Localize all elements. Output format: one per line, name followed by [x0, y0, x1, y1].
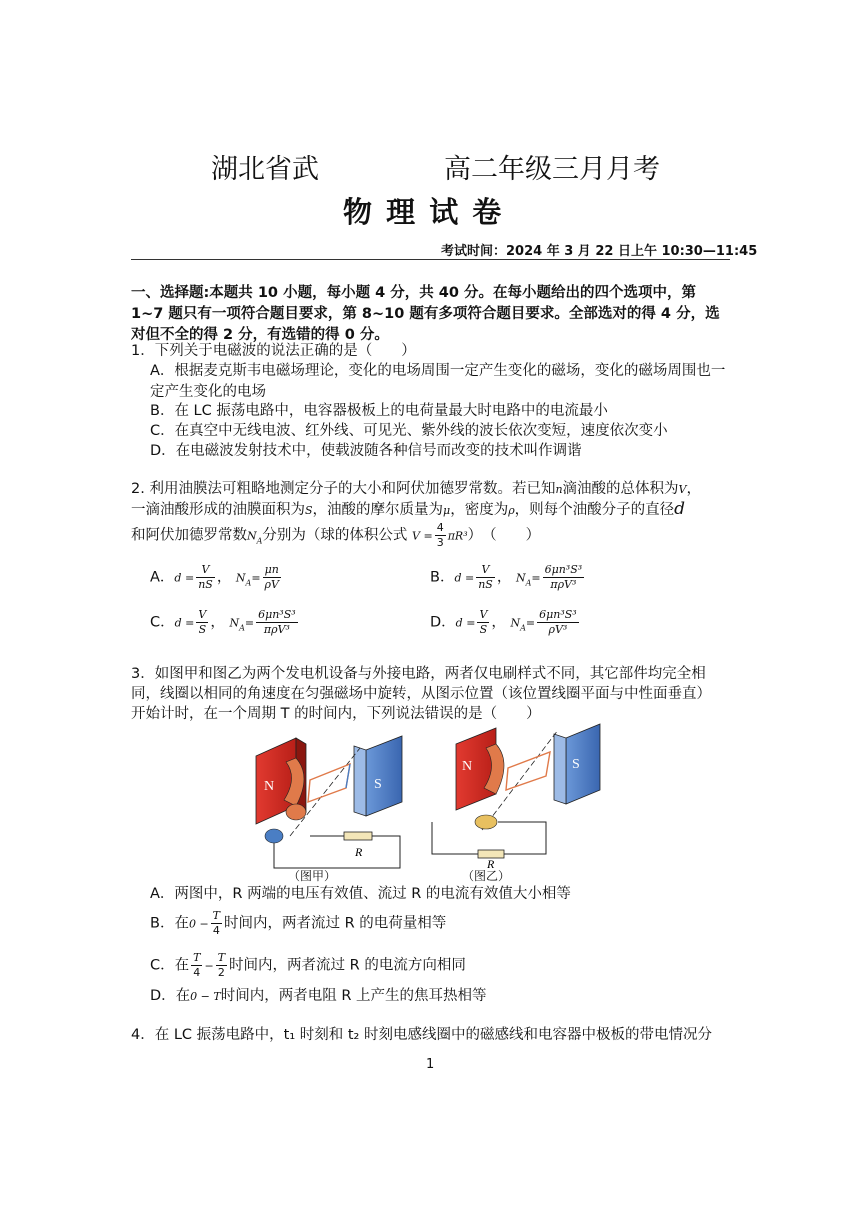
commutator	[475, 815, 497, 829]
q3-stem-3: 开始计时，在一个周期 T 的时间内，下列说法错误的是（ ）	[131, 706, 541, 722]
q3-option-d: D．在0 − T时间内，两者电阻 R 上产生的焦耳热相等	[150, 988, 487, 1004]
q3-option-a: A．两图中，R 两端的电压有效值、流过 R 的电流有效值大小相等	[150, 886, 571, 902]
q2-option-b: B．d = $\frac{V}{nS}$ ， $N_A=$ $\frac{\text{6μn³S³}}{\text{πρV³}}$	[430, 563, 583, 591]
n-pole-label-right: N	[462, 759, 473, 774]
q2-line2: 一滴油酸形成的油膜面积为S，油酸的摩尔质量为μ，密度为ρ，则每个油酸分子的直径d	[131, 499, 686, 519]
q3-stem-1: 3．如图甲和图乙为两个发电机设备与外接电路，两者仅电刷样式不同，其它部件均完全相	[131, 666, 706, 682]
q2-option-c: C．d = $\frac{V}{S}$ ， $N_A=$ $\frac{\text{6μn³S³}}{\text{πρV³}}$	[150, 608, 296, 636]
slip-ring	[286, 804, 306, 820]
s-pole-block	[366, 736, 402, 816]
q4-stem: 4．在 LC 振荡电路中，t₁ 时刻和 t₂ 时刻电感线圈中的磁感线和电容器中极板的带电情况分	[131, 1027, 712, 1043]
q1-stem: 1．下列关于电磁波的说法正确的是（ ）	[131, 343, 416, 359]
q3-option-c: C．在 $\frac{T}{4}$ − $\frac{T}{2}$ 时间内，两者流过 R 的电流方向相同	[150, 951, 466, 979]
resistor-label-left: R	[355, 845, 363, 859]
subject-title: 物 理 试 卷	[343, 195, 504, 229]
resistor-left	[344, 832, 372, 840]
exam-time: 考试时间：2024 年 3 月 22 日上午 10:30—11:45	[441, 244, 758, 259]
s-pole-label-left: S	[374, 777, 382, 792]
n-pole-label-left: N	[264, 779, 275, 794]
figure-right	[432, 724, 600, 871]
q1-option-d: D．在电磁波发射技术中，使载波随各种信号而改变的技术叫作调谐	[150, 443, 582, 459]
title-right: 高二年级三月月考	[444, 154, 660, 185]
q2-option-d: D．d = $\frac{V}{S}$ ， $N_A=$ $\frac{\text{6μn³S³}}{\text{ρV³}}$	[430, 608, 577, 636]
q3-option-b: B．在0 − $\frac{T}{4}$ 时间内，两者流过 R 的电荷量相等	[150, 909, 447, 937]
figure-left-caption: （图甲）	[288, 869, 337, 883]
title-left: 湖北省武	[211, 154, 319, 185]
q2-line3: 和阿伏加德罗常数$N_A$分别为（球的体积公式 V = $\frac{4}{3}$ πR³） （ ）	[131, 521, 541, 549]
q1-option-b: B．在 LC 振荡电路中，电容器极板上的电荷量最大时电路中的电流最小	[150, 403, 608, 419]
q3-stem-2: 同，线圈以相同的角速度在匀强磁场中旋转，从图示位置（该位置线圈平面与中性面垂直）	[131, 686, 711, 702]
page-number: 1	[426, 1057, 435, 1072]
coil-right	[506, 752, 550, 790]
q2-option-a: A．d = $\frac{V}{nS}$ ， $N_A=$ $\frac{\mu n}{\rho V}$	[150, 563, 279, 591]
q2-line1: 2. 利用油膜法可粗略地测定分子的大小和阿伏加德罗常数。若已知n滴油酸的总体积为V，	[131, 481, 701, 497]
section-heading: 一、选择题:本题共 10 小题，每小题 4 分，共 40 分。在每小题给出的四个选项中，第 1~7 题只有一项符合题目要求，第 8~10 题有多项符合题目要求。全部选对的得 4 分，选对但不全的得 2 分，有选错的得 0 分。	[131, 285, 720, 343]
q1-option-a: A．根据麦克斯韦电磁场理论，变化的电场周围一定产生变化的磁场，变化的磁场周围也一定产生变化的电场	[150, 363, 726, 400]
coil-left	[308, 764, 350, 802]
s-pole-label-right: S	[572, 757, 580, 772]
header-rule	[131, 259, 730, 260]
circuit-left	[274, 836, 400, 868]
resistor-label-right: R	[487, 857, 495, 871]
figure-right-caption: （图乙）	[462, 869, 511, 883]
q1-option-c: C．在真空中无线电波、红外线、可见光、紫外线的波长依次变短，速度依次变小	[150, 423, 668, 439]
figure-left	[256, 736, 402, 868]
generator-figures	[250, 718, 610, 888]
